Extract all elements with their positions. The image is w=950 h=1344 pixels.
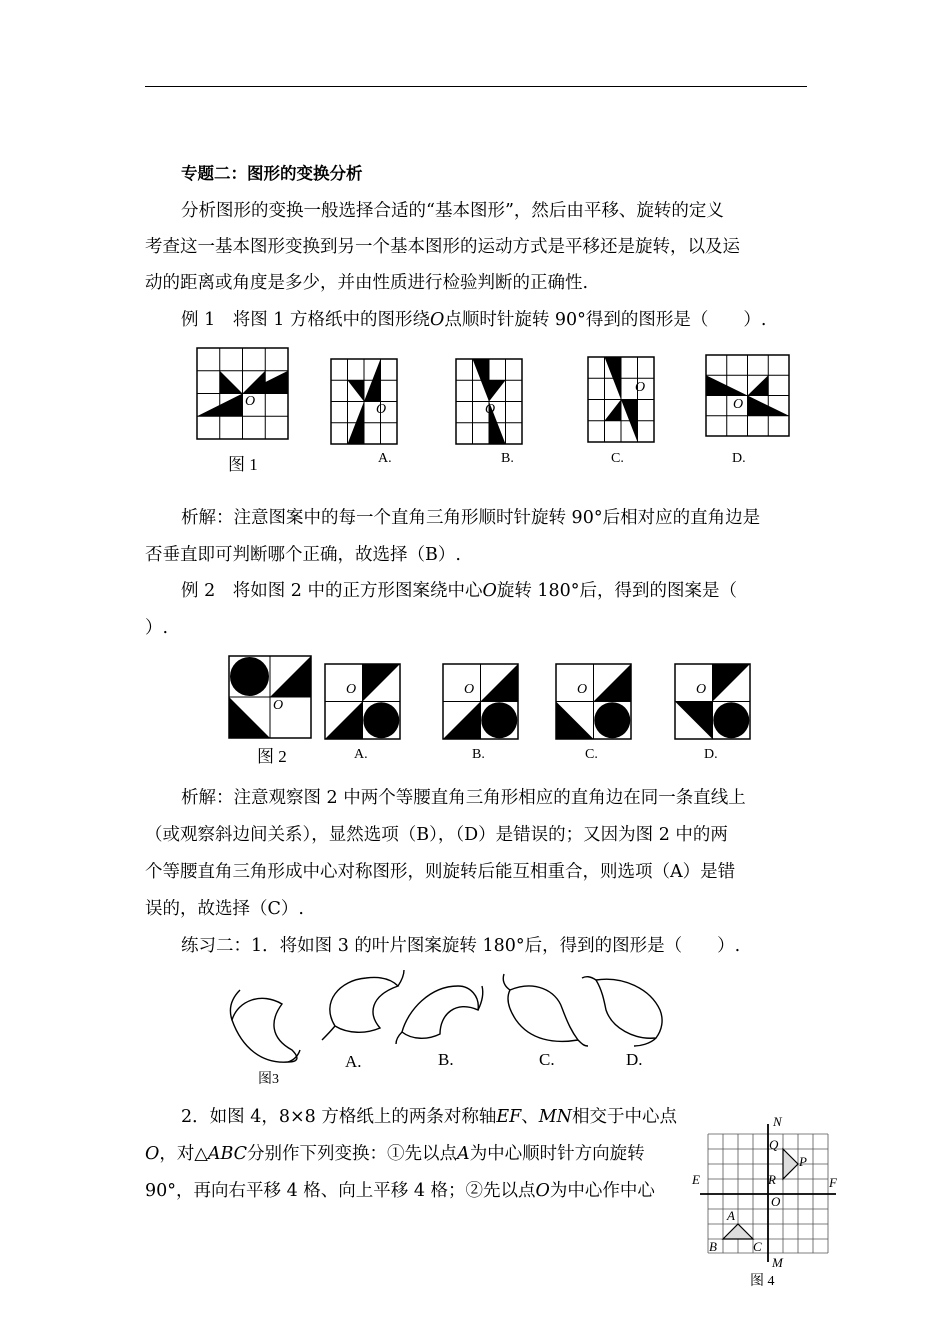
intro-line-2: 考查这一基本图形变换到另一个基本图形的运动方式是平移还是旋转，以及运	[145, 237, 740, 257]
figure2	[229, 656, 311, 738]
ex1-option-d-label: D.	[732, 451, 746, 466]
ex2-option-b-center-label: O	[464, 682, 475, 697]
fig4-label-r: R	[768, 1172, 776, 1187]
leaf-option-c-label: C.	[539, 1050, 555, 1069]
ex2-option-c-center-label: O	[577, 682, 588, 697]
ex2-analysis-line-4: 误的，故选择（C）.	[145, 899, 304, 919]
ex2-analysis-line-1: 析解：注意观察图 2 中两个等腰直角三角形相应的直角边在同一条直线上	[181, 788, 746, 808]
leaf-option-b	[396, 986, 483, 1044]
ex2-analysis-line-3: 个等腰直角三角形成中心对称图形，则旋转后能互相重合，则选项（A）是错	[145, 862, 736, 882]
figure2-caption: 图 2	[257, 747, 287, 766]
leaf-option-a-label: A.	[345, 1052, 362, 1071]
ex1-option-a-label: A.	[378, 451, 392, 466]
fig4-label-m: M	[772, 1255, 783, 1270]
ex1-option-c-label: C.	[611, 451, 624, 466]
practice-q2-line-2: O，对△ABC分别作下列变换：①先以点A为中心顺时针方向旋转	[145, 1144, 645, 1164]
practice-q2-line-1: 2．如图 4，8×8 方格纸上的两条对称轴EF、MN相交于中心点	[181, 1107, 677, 1127]
practice-q1: 练习二：1．将如图 3 的叶片图案旋转 180°后，得到的图形是（ ）.	[181, 936, 741, 956]
ex1-option-b-label: B.	[501, 451, 514, 466]
ex1-option-d-center-label: O	[733, 397, 744, 412]
example2-question-cont: ）.	[145, 618, 169, 638]
ex2-option-d-center-label: O	[696, 682, 707, 697]
ex2-analysis-line-2: （或观察斜边间关系），显然选项（B），（D）是错误的；又因为图 2 中的两	[145, 825, 728, 845]
leaf-option-a	[322, 970, 404, 1040]
ex2-option-c-label: C.	[585, 747, 598, 762]
leaf-option-d-label: D.	[626, 1050, 643, 1069]
ex2-option-a-label: A.	[354, 747, 368, 762]
example2-question: 例 2 将如图 2 中的正方形图案绕中心O旋转 180°后，得到的图案是（	[181, 581, 738, 601]
ex2-option-d-label: D.	[704, 747, 718, 762]
leaf-option-c	[503, 974, 588, 1046]
intro-line-3: 动的距离或角度是多少，并由性质进行检验判断的正确性.	[145, 273, 589, 293]
fig4-label-n: N	[773, 1114, 782, 1129]
leaf-option-b-label: B.	[438, 1050, 454, 1069]
ex2-option-a-center-label: O	[346, 682, 357, 697]
ex1-option-b-center-label: O	[485, 402, 496, 417]
ex1-option-c-center-label: O	[635, 380, 646, 395]
practice-q2-line-3: 90°，再向右平移 4 格、向上平移 4 格；②先以点O为中心作中心	[145, 1181, 655, 1201]
fig4-label-q: Q	[769, 1137, 779, 1152]
example1-question: 例 1 将图 1 方格纸中的图形绕O点顺时针旋转 90°得到的图形是（ ）.	[181, 310, 767, 330]
ex1-analysis-line-2: 否垂直即可判断哪个正确，故选择（B）.	[145, 545, 461, 565]
fig4-label-p: P	[799, 1154, 807, 1169]
fig4-label-f: F	[829, 1175, 837, 1190]
figure1-caption: 图 1	[228, 455, 258, 474]
leaf-option-d	[582, 977, 662, 1046]
fig4-label-c: C	[753, 1239, 762, 1254]
ex1-analysis-line-1: 析解：注意图案中的每一个直角三角形顺时针旋转 90°后相对应的直角边是	[181, 508, 761, 528]
figure4-axes	[700, 1124, 836, 1262]
fig4-label-b: B	[709, 1239, 717, 1254]
figure4-caption: 图 4	[750, 1274, 775, 1289]
section-title: 专题二：图形的变换分析	[181, 164, 363, 183]
figure2-center-label: O	[273, 698, 284, 713]
figure3-caption: 图3	[258, 1072, 279, 1087]
fig4-label-o: O	[771, 1194, 781, 1209]
ex1-option-a-center-label: O	[376, 402, 387, 417]
figure3-leaf	[230, 990, 300, 1062]
ex2-option-c	[556, 664, 631, 739]
ex2-option-d	[675, 664, 750, 739]
intro-line-1: 分析图形的变换一般选择合适的“基本图形”，然后由平移、旋转的定义	[181, 201, 724, 221]
ex2-option-a	[325, 664, 400, 739]
fig4-label-e: E	[692, 1172, 700, 1187]
fig4-label-a: A	[727, 1208, 735, 1223]
ex2-option-b-label: B.	[472, 747, 485, 762]
figure1-center-label: O	[245, 394, 256, 409]
ex2-option-b	[443, 664, 518, 739]
